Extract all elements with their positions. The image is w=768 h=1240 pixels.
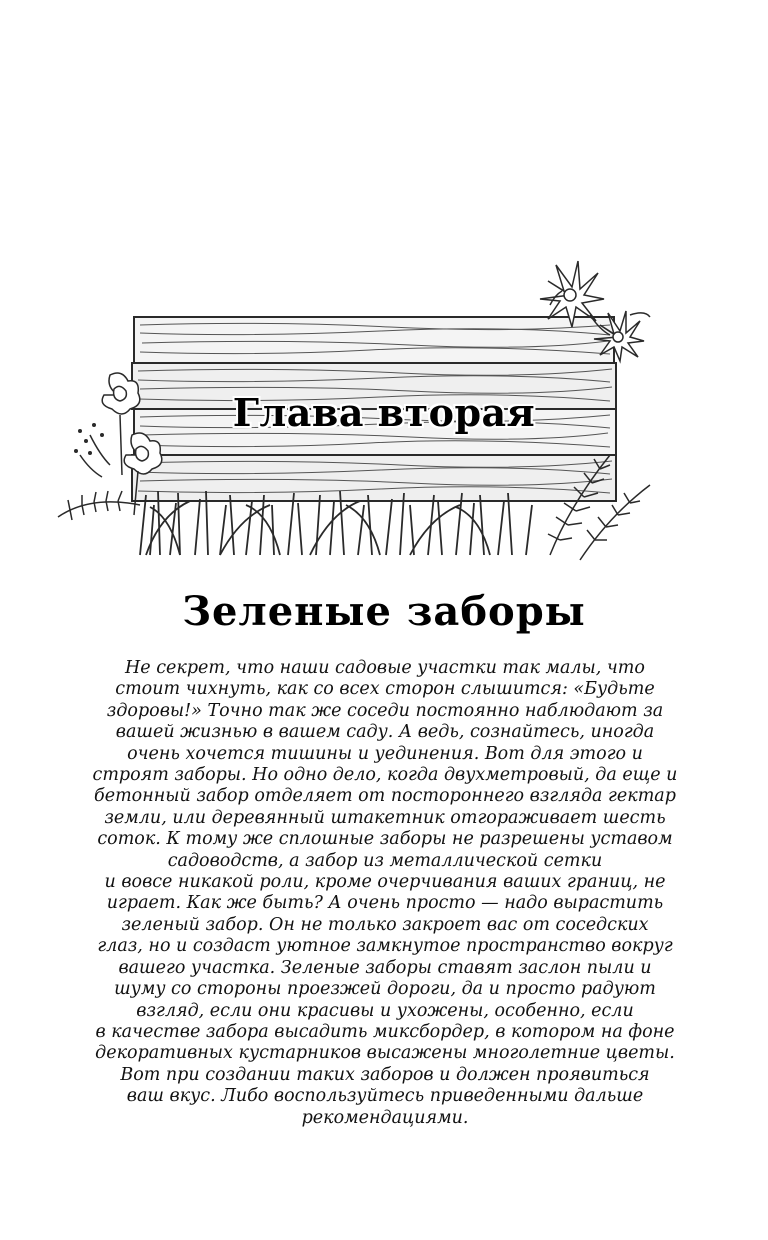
- text-line: ваш вкус. Либо воспользуйтесь приведенными дальше: [126, 1086, 644, 1107]
- text-line: зеленый забор. Он не только закроет вас от соседских: [121, 914, 649, 935]
- text-line: взгляд, если они красивы и ухожены, особенно, если: [136, 1000, 634, 1021]
- text-line: в качестве забора высадить миксбордер, в котором на фоне: [95, 1021, 675, 1042]
- text-line: рекомендациями.: [301, 1107, 469, 1128]
- text-line: играет. Как же быть? А очень просто — надо вырастить: [106, 893, 664, 914]
- text-line: вашего участка. Зеленые заборы ставят заслон пыли и: [118, 957, 652, 978]
- text-line: Не секрет, что наши садовые участки так малы, что: [125, 658, 645, 678]
- chapter-label: Глава вторая: [232, 390, 536, 435]
- text-line: стоит чихнуть, как со всех сторон слышится: «Будьте: [115, 679, 655, 700]
- text-line: соток. К тому же сплошные заборы не разрешены уставом: [97, 829, 673, 850]
- fern-left: [58, 491, 140, 520]
- text-line: здоровы!» Точно так же соседи постоянно наблюдают за: [106, 700, 664, 721]
- body-paragraph: [70, 658, 700, 1129]
- text-line: глаз, но и создаст уютное замкнутое пространство вокруг: [97, 936, 673, 957]
- text-line: и вовсе никакой роли, кроме очерчивания ваших границ, не: [104, 872, 666, 893]
- text-line: очень хочется тишины и уединения. Вот для этого и: [127, 743, 643, 764]
- text-line: строят заборы. Но одно дело, когда двухметровый, да еще и: [92, 765, 678, 786]
- text-line: шуму со стороны проезжей дороги, да и просто радуют: [114, 979, 656, 1000]
- text-line: бетонный забор отделяет от постороннего взгляда гектар: [94, 786, 676, 807]
- chapter-title: Зеленые заборы: [182, 588, 586, 635]
- text-line: земли, или деревянный штакетник отгораживает шесть: [104, 807, 666, 828]
- text-line: декоративных кустарников высажены многолетние цветы.: [95, 1043, 675, 1064]
- text-line: Вот при создании таких заборов и должен проявиться: [120, 1064, 650, 1085]
- text-line: вашей жизнью в вашем саду. А ведь, сознайтесь, иногда: [115, 722, 655, 743]
- text-line: садоводств, а забор из металлической сетки: [167, 850, 603, 871]
